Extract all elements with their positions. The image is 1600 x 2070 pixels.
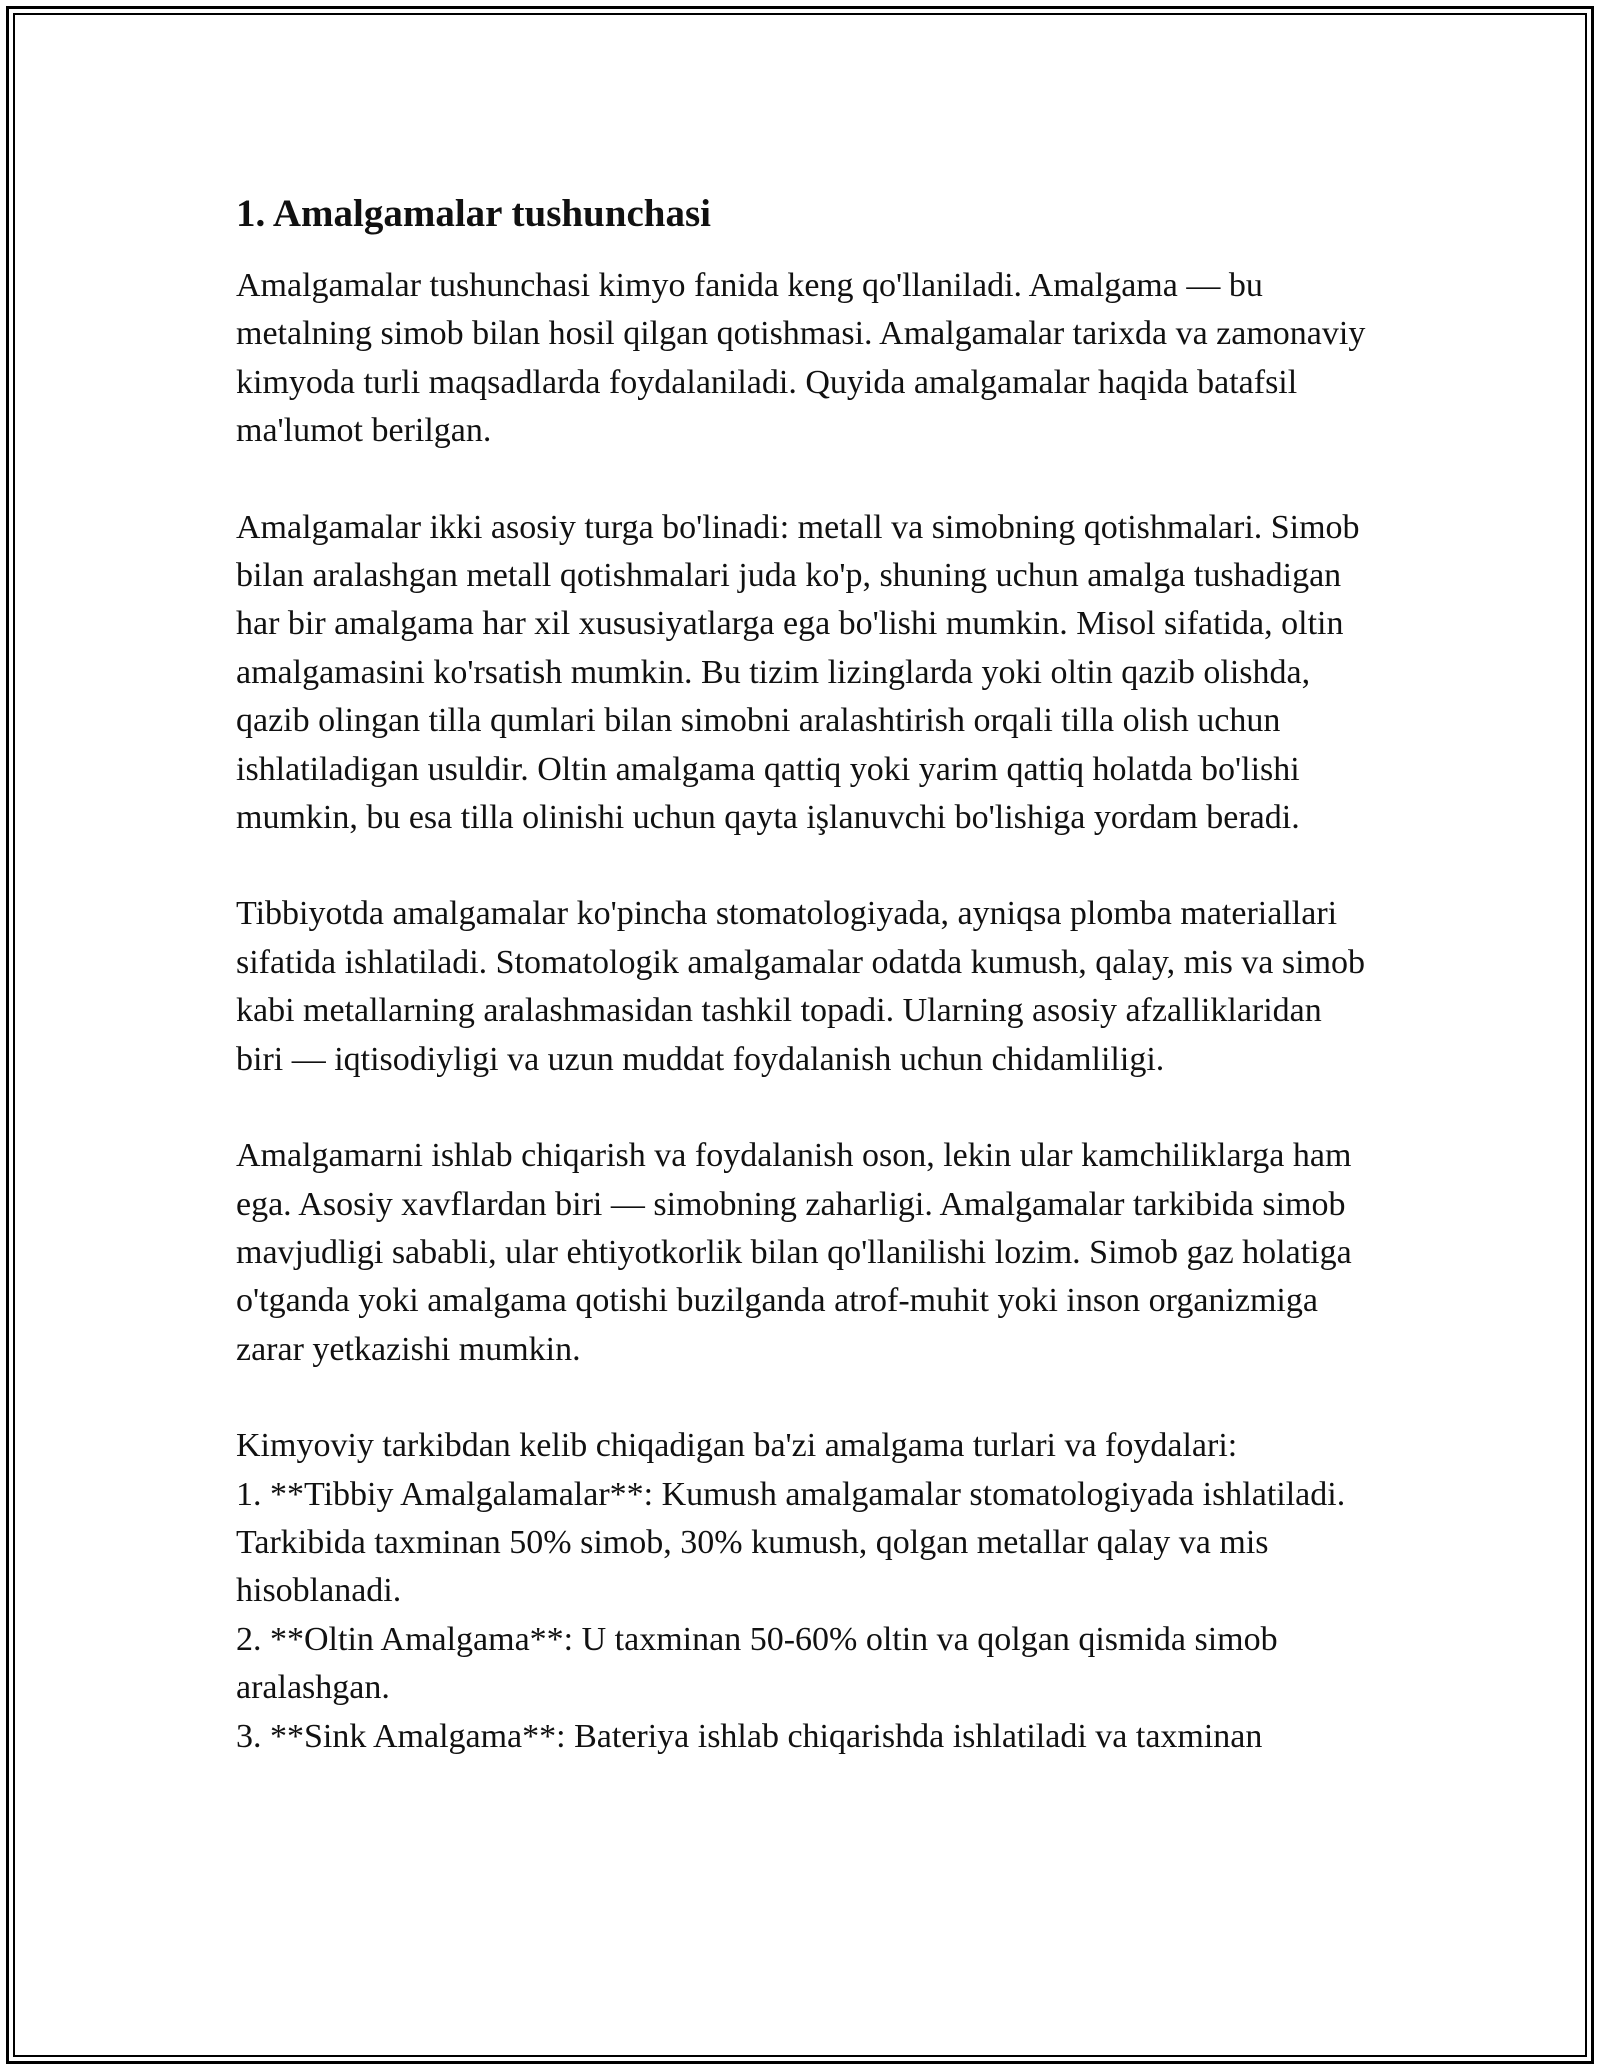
paragraph-drawbacks: Amalgamarni ishlab chiqarish va foydalanish oson, lekin ular kamchiliklarga ham ega. Asosiy xavflardan biri — simobning zaharligi. Amalgamalar tarkibida simob mavjudligi sababli, ular ehtiyotkorlik bilan qo'llanilishi lozim. Simob gaz holatiga o'tganda yoki amalgama qotishi buzilganda atrof-muhit yoki inson organizmiga zarar yetkazishi mumkin. <box>236 1137 1352 1368</box>
paragraph-medicine: Tibbiyotda amalgamalar ko'pincha stomatologiyada, ayniqsa plomba materiallari sifatida ishlatiladi. Stomatologik amalgamalar odatda kumush, qalay, mis va simob kabi metallarning aralashmasidan tashkil topadi. Ularning asosiy afzalliklaridan biri — iqtisodiyligi va uzun muddat foydalanish uchun chidamliligi. <box>236 895 1366 1078</box>
section-heading: 1. Amalgamalar tushunchasi <box>236 192 711 235</box>
paragraph-types: Amalgamalar ikki asosiy turga bo'linadi: metall va simobning qotishmalari. Simob bilan aralashgan metall qotishmalari juda ko'p, shuning uchun amalga tushadigan har bir amalgama har xil xususiyatlarga ega bo'lishi mumkin. Misol sifatida, oltin amalgamasini ko'rsatish mumkin. Bu tizim lizinglarda yoki oltin qazib olishda, qazib olingan tilla qumlari bilan simobni aralashtirish orqali tilla olish uchun ishlatiladigan usuldir. Oltin amalgama qattiq yoki yarim qattiq holatda bo'lishi mumkin, bu esa tilla olinishi uchun qayta işlanuvchi bo'lishiga yordam beradi. <box>236 508 1360 837</box>
document-body <box>236 188 1376 1761</box>
list-intro: Kimyoviy tarkibdan kelib chiqadigan ba'zi amalgama turlari va foydalari: <box>236 1427 1238 1465</box>
list-item: 3. **Sink Amalgama**: Bateriya ishlab chiqarishda ishlatiladi va taxminan <box>236 1717 1263 1755</box>
list-item: 1. **Tibbiy Amalgalamalar**: Kumush amalgamalar stomatologiyada ishlatiladi. Tarkibida taxminan 50% simob, 30% kumush, qolgan metallar qalay va mis hisoblanadi. <box>236 1475 1346 1610</box>
list-item: 2. **Oltin Amalgama**: U taxminan 50-60% oltin va qolgan qismida simob aralashgan. <box>236 1620 1278 1707</box>
paragraph-intro: Amalgamalar tushunchasi kimyo fanida keng qo'llaniladi. Amalgama — bu metalning simob bilan hosil qilgan qotishmasi. Amalgamalar tarixda va zamonaviy kimyoda turli maqsadlarda foydalaniladi. Quyida amalgamalar haqida batafsil ma'lumot berilgan. <box>236 267 1366 450</box>
